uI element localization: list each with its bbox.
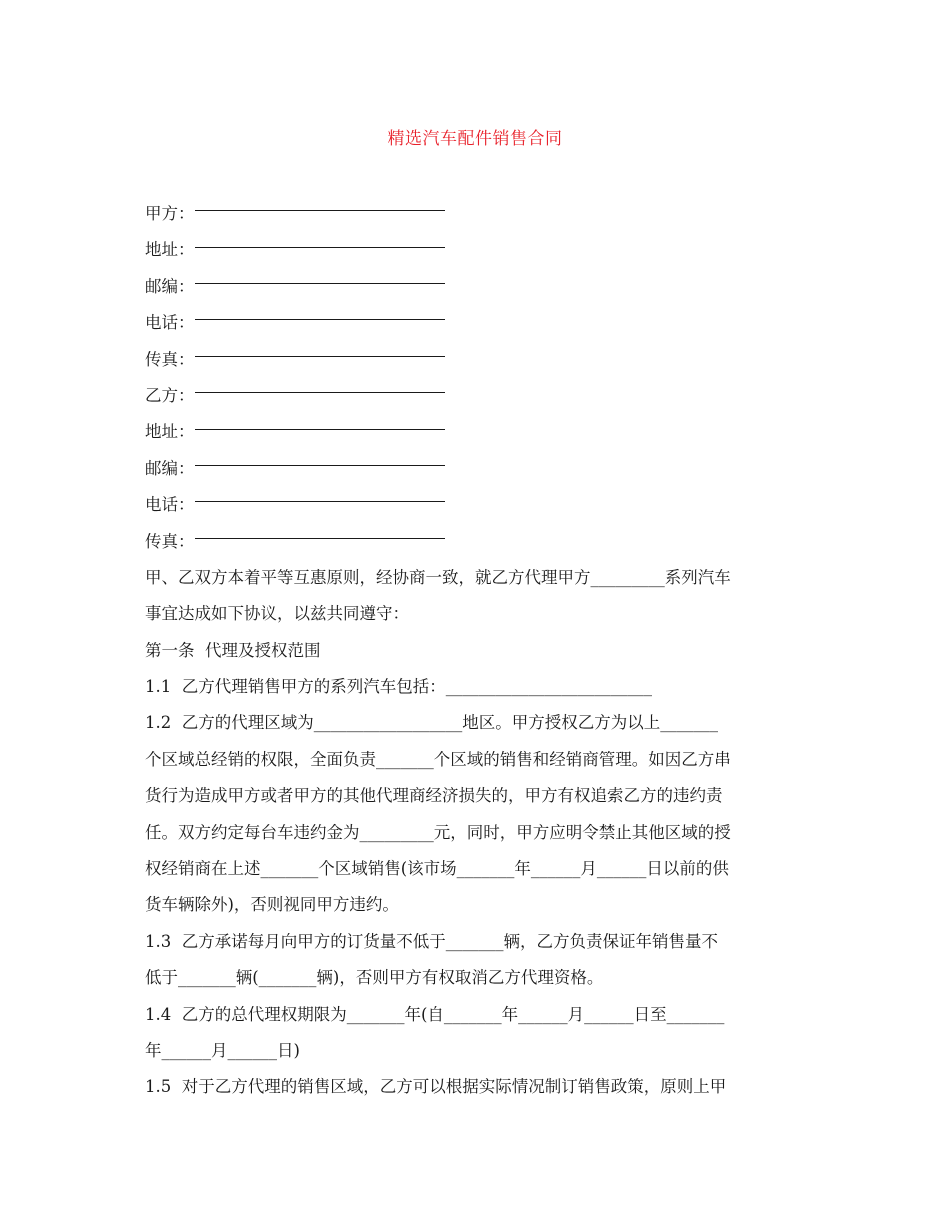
- field-label: 邮编：: [145, 458, 195, 478]
- blank-line: [195, 500, 445, 502]
- field-label: 电话：: [145, 495, 195, 515]
- blank-line: [195, 464, 445, 466]
- paragraph-line: 甲、乙双方本着平等互惠原则，经协商一致，就乙方代理甲方_________系列汽车: [145, 567, 731, 587]
- party-b-field: [145, 378, 810, 414]
- clause-line: 1.3 乙方承诺每月向甲方的订货量不低于_______辆，乙方负责保证年销售量不: [145, 931, 718, 951]
- clause-line: 货车辆除外)，否则视同甲方违约。: [145, 895, 399, 915]
- field-label: 乙方：: [145, 385, 195, 405]
- clause-line: 个区域总经销的权限，全面负责_______个区域的销售和经销商管理。如因乙方串: [145, 749, 731, 769]
- field-label: 传真：: [145, 531, 195, 551]
- field-label: 甲方：: [145, 204, 195, 223]
- blank-line: [195, 209, 445, 211]
- party-b-postcode-field: [145, 451, 810, 487]
- contract-body: [145, 196, 810, 1106]
- blank-line: [195, 428, 445, 430]
- document-title: 精选汽车配件销售合同: [387, 129, 563, 149]
- party-a-phone-field: [145, 305, 810, 341]
- blank-line: [195, 355, 445, 357]
- clause-line: 低于_______辆(_______辆)，否则甲方有权取消乙方代理资格。: [145, 968, 604, 988]
- clause-line: 货行为造成甲方或者甲方的其他代理商经济损失的，甲方有权追索乙方的违约责: [145, 786, 723, 806]
- blank-line: [195, 391, 445, 393]
- field-label: 地址：: [145, 422, 195, 442]
- party-a-fax-field: [145, 342, 810, 378]
- clause-line: 年______月______日): [145, 1040, 300, 1060]
- party-a-address-field: [145, 232, 810, 268]
- clause-line: 1.4 乙方的总代理权期限为_______年(自_______年______月______日至_______: [145, 1004, 725, 1024]
- section-heading: 第一条 代理及授权范围: [145, 640, 321, 660]
- clause-line: 1.1 乙方代理销售甲方的系列汽车包括：_________________________: [145, 677, 652, 697]
- party-b-phone-field: [145, 487, 810, 523]
- party-b-address-field: [145, 414, 810, 450]
- party-a-field: [145, 196, 810, 232]
- field-label: 地址：: [145, 240, 195, 260]
- clause-line: 权经销商在上述_______个区域销售(该市场_______年______月______日以前的供: [145, 859, 729, 879]
- blank-line: [195, 282, 445, 284]
- clause-line: 1.2 乙方的代理区域为__________________地区。甲方授权乙方为以上_______: [145, 713, 718, 733]
- field-label: 电话：: [145, 313, 195, 333]
- clause-line: 1.5 对于乙方代理的销售区域，乙方可以根据实际情况制订销售政策，原则上甲: [145, 1077, 727, 1097]
- clause-line: 任。双方约定每台车违约金为_________元，同时，甲方应明令禁止其他区域的授: [145, 822, 731, 842]
- paragraph-line: 事宜达成如下协议，以兹共同遵守：: [145, 604, 409, 624]
- blank-line: [195, 537, 445, 539]
- field-label: 传真：: [145, 349, 195, 369]
- party-b-fax-field: [145, 524, 810, 560]
- party-a-postcode-field: [145, 269, 810, 305]
- field-label: 邮编：: [145, 276, 195, 296]
- blank-line: [195, 246, 445, 248]
- blank-line: [195, 318, 445, 320]
